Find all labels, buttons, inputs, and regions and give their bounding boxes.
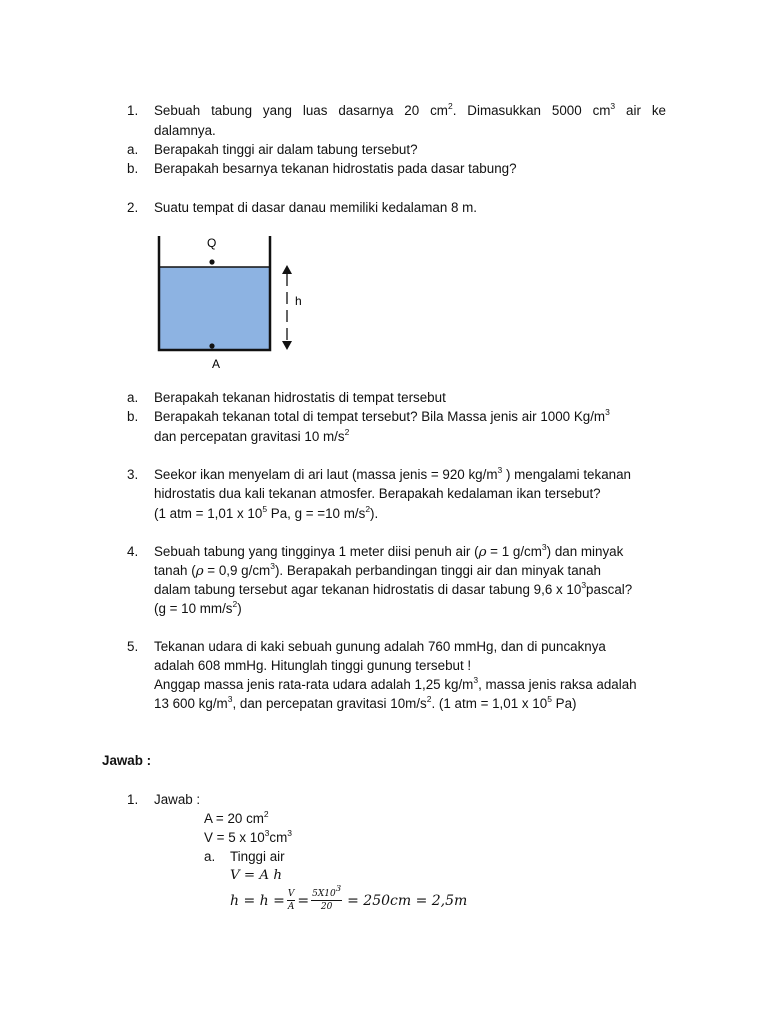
answer-1-area: A = 20 $cm^2$ (204, 808, 269, 826)
fraction-volume-over-area: $\frac{5X10^3}{20}$ (312, 884, 342, 912)
answer-1-volume: V = 5 x $10^3cm^3$ (204, 827, 292, 845)
point-a-dot (209, 343, 214, 348)
answer-1a-label: a. (204, 849, 216, 864)
question-5-number: 5. (127, 639, 139, 654)
answers-heading: Jawab : (102, 753, 152, 768)
question-1-line-2: dalamnya. (154, 123, 216, 138)
question-4-number: 4. (127, 544, 139, 559)
answer-1-label: Jawab : (154, 792, 201, 807)
point-q-dot (209, 259, 214, 264)
question-4-line-3: dalam tabung tersebut agar tekanan hidrostatis di dasar tabung 9,6 x $10^3pascal$? (154, 579, 633, 597)
height-arrow-up (282, 265, 292, 274)
question-4-line-1: Sebuah tabung yang tingginya 1 meter diisi penuh air (ρ = 1 $g/cm^3$) dan minyak (154, 541, 624, 560)
lake-tank-diagram (150, 230, 310, 375)
question-5-line-1: Tekanan udara di kaki sebuah gunung adalah 760 mmHg, dan di puncaknya (154, 639, 606, 654)
question-2b-line-2: dan percepatan gravitasi 10 $m/s^2$ (154, 426, 350, 444)
question-4-line-4: (g = 10 $mm/s^2$) (154, 598, 242, 616)
answer-1a-text: Tinggi air (230, 849, 285, 864)
question-3-line-2: hidrostatis dua kali tekanan atmosfer. Berapakah kedalaman ikan tersebut? (154, 486, 601, 501)
question-5-line-4: 13 600 $kg/m^3$, dan percepatan gravitasi $10m/s^2$. (1 atm = 1,01 x $10^5$ Pa) (154, 693, 577, 711)
question-3-line-1: Seekor ikan menyelam di ari laut (massa jenis = 920 $kg/m^3$ ) mengalami tekanan (154, 464, 631, 482)
water-fill (160, 267, 269, 349)
question-2a-text: Berapakah tekanan hidrostatis di tempat tersebut (154, 390, 446, 405)
question-1b-text: Berapakah besarnya tekanan hidrostatis pada dasar tabung? (154, 161, 517, 176)
fraction-v-over-a: $\frac{V}{A}$ (287, 889, 295, 912)
question-1b-label: b. (127, 161, 139, 176)
answer-1a-formula: V = A h (230, 868, 282, 883)
question-3-number: 3. (127, 467, 139, 482)
question-4-line-2: tanah (ρ = 0,9 $g/cm^3$). Berapakah perbandingan tinggi air dan minyak tanah (154, 560, 601, 579)
answer-1-number: 1. (127, 792, 139, 807)
question-2-text: Suatu tempat di dasar danau memiliki kedalaman 8 m. (154, 200, 478, 215)
height-arrow-down (282, 341, 292, 350)
question-2b-label: b. (127, 409, 139, 424)
question-5-line-3: Anggap massa jenis rata-rata udara adalah 1,25 $kg/m^3$, massa jenis raksa adalah (154, 674, 637, 692)
point-q-label: Q (207, 236, 217, 250)
question-2a-label: a. (127, 390, 139, 405)
question-1a-label: a. (127, 142, 139, 157)
answer-1a-calculation: h = h = $\frac{V}{A}$ = $\frac{5X10^3}{20}$ = 250cm = 2,5m (230, 884, 468, 912)
question-1a-text: Berapakah tinggi air dalam tabung tersebut? (154, 142, 418, 157)
question-1-number: 1. (127, 103, 139, 118)
point-a-label: A (212, 357, 221, 371)
question-1-line-1: Sebuah tabung yang luas dasarnya 20 $cm^2$. Dimasukkan 5000 $cm^3$ air ke (154, 100, 666, 118)
question-3-line-3: (1 atm = 1,01 x $10^5$ Pa, g = =10 $m/s^2$). (154, 503, 379, 521)
question-2-number: 2. (127, 200, 139, 215)
question-5-line-2: adalah 608 mmHg. Hitunglah tinggi gunung tersebut ! (154, 658, 472, 673)
height-label: h (295, 294, 302, 308)
question-2b-line-1: Berapakah tekanan total di tempat tersebut? Bila Massa jenis air 1000 $Kg/m^3$ (154, 406, 610, 424)
